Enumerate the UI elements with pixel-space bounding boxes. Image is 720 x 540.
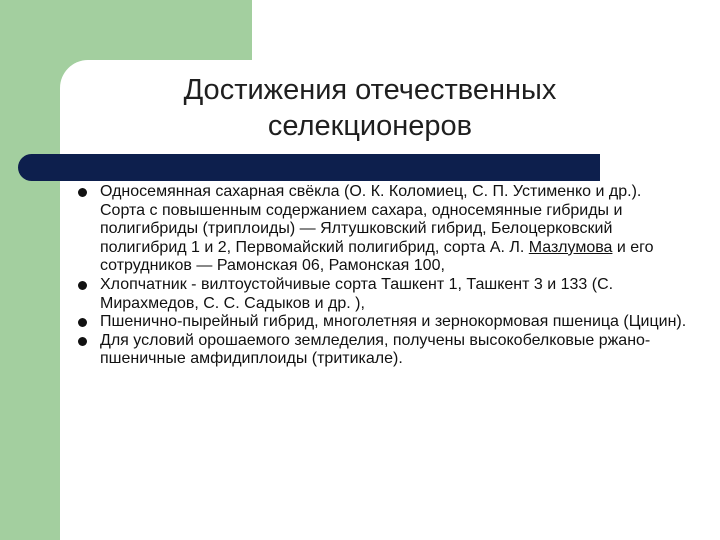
bullet-dot-icon <box>78 281 87 290</box>
bullet-dot-icon <box>78 318 87 327</box>
bullet-item-cotton <box>78 276 688 313</box>
bullet-dot-icon <box>78 337 87 346</box>
title-line-2: селекционеров <box>267 110 473 142</box>
bullet-text-part: и его сотрудников — Рамонская 06, Рамонская 100, <box>100 238 654 275</box>
slide-title <box>100 72 640 144</box>
bullet-dot-icon <box>78 188 87 197</box>
author-link[interactable]: Мазлумова <box>528 238 613 256</box>
bullet-text: Пшенично-пырейный гибрид, многолетняя и зернокормовая пшеница (Цицин). <box>100 313 687 331</box>
bullet-text: Для условий орошаемого земледелия, получены высокобелковые ржано-пшеничные амфидиплоиды (тритикале). <box>100 331 651 368</box>
title-line-1: Достижения отечественных <box>183 74 557 106</box>
title-divider-bar <box>18 154 600 181</box>
bullet-item-wheat-hybrid <box>78 313 688 332</box>
bullet-item-sugar-beet <box>78 183 688 276</box>
bullet-list <box>78 183 688 369</box>
bullet-item-triticale <box>78 332 688 369</box>
bullet-text: Хлопчатник - вилтоустойчивые сорта Ташкент 1, Ташкент 3 и 133 (С. Мирахмедов, С. С. Садыков и др. ), <box>100 275 614 312</box>
decorative-green-bar-left <box>0 0 60 540</box>
bullet-text-part: Односемянная сахарная свёкла (О. К. Коломиец, С. П. Устименко и др.). Сорта с повышенным содержанием сахара, односемянные гибриды и полигибриды (триплоиды) — Ялтушковский гибрид, Белоцерковский полигибрид 1 и 2, Первомайский полигибрид, сорта А. Л. <box>100 183 642 256</box>
